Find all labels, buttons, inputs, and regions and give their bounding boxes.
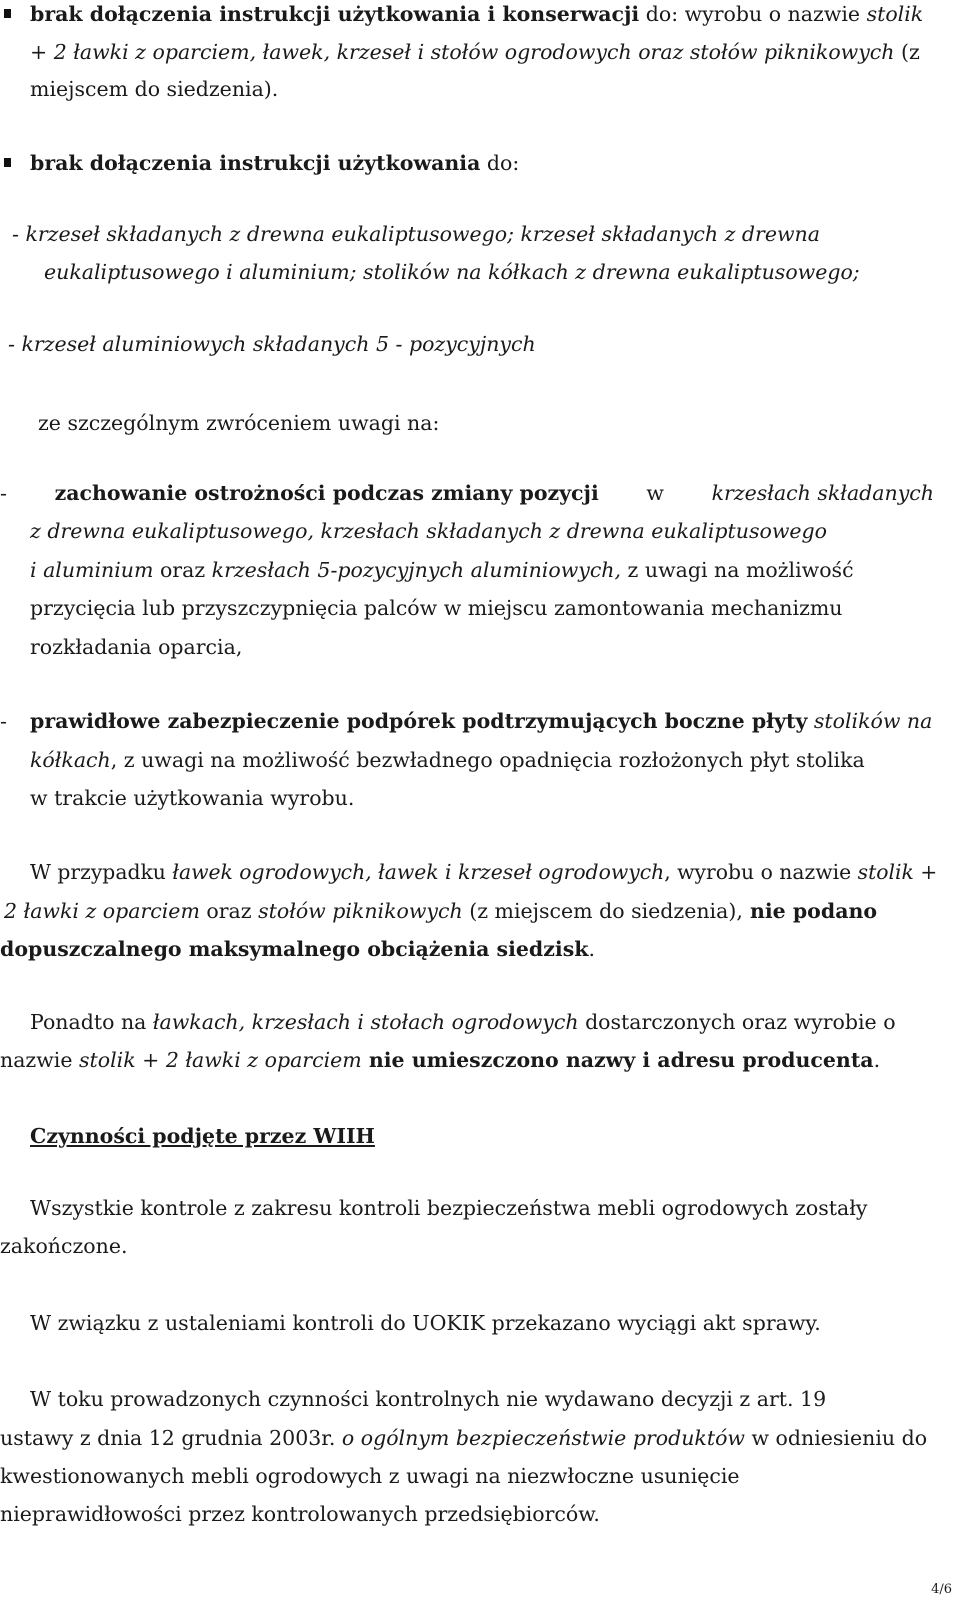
- para7-text: w odniesieniu do: [744, 1426, 928, 1450]
- point1-line3-italic2: krzesłach 5-pozycyjnych aluminiowych,: [211, 558, 622, 582]
- para3-italic: stołów piknikowych: [258, 899, 463, 923]
- attention-line: ze szczególnym zwróceniem uwagi na:: [38, 411, 440, 435]
- bullet1-line2-italic: + 2 ławki z oparciem, ławek, krzeseł i stołów ogrodowych oraz stołów piknikowych: [30, 40, 895, 64]
- dash-item1-line2: eukaliptusowego i aluminium; stolików na kółkach z drewna eukaliptusowego;: [44, 260, 860, 284]
- bullet1-line2: [30, 38, 920, 66]
- point1-line4: przycięcia lub przyszczypnięcia palców w miejscu zamontowania mechanizmu: [30, 596, 843, 620]
- para3-text: +: [913, 860, 938, 884]
- point1-bold: zachowanie ostrożności podczas zmiany pozycji: [54, 481, 599, 505]
- page-number: 4/6: [931, 1582, 952, 1597]
- para7-italic: o ogólnym bezpieczeństwie produktów: [341, 1426, 745, 1450]
- bullet1-italic: stolik: [866, 2, 924, 26]
- point1-line3-italic1: i aluminium: [30, 558, 154, 582]
- bullet2-bold: brak dołączenia instrukcji użytkowania: [30, 151, 481, 175]
- point1-dash: -: [0, 481, 7, 505]
- point2-line2: [30, 746, 865, 774]
- point2-line2-rest: , z uwagi na możliwość bezwładnego opadnięcia rozłożonych płyt stolika: [110, 748, 865, 772]
- point2-line3: w trakcie użytkowania wyrobu.: [30, 786, 355, 810]
- para4-italic: stolik + 2 ławki z oparciem: [78, 1048, 362, 1072]
- para3-text: oraz: [199, 899, 259, 923]
- point1-line1: [0, 479, 934, 507]
- para4-italic: ławkach, krzesłach i stołach ogrodowych: [152, 1010, 579, 1034]
- para5-line1: Wszystkie kontrole z zakresu kontroli bezpieczeństwa mebli ogrodowych zostały: [30, 1196, 868, 1220]
- para6-line: W związku z ustaleniami kontroli do UOKIK przekazano wyciągi akt sprawy.: [30, 1311, 821, 1335]
- para4-line1: [30, 1008, 896, 1036]
- bullet2-line: [30, 149, 519, 177]
- bullet1-line3: miejscem do siedzenia).: [30, 77, 279, 101]
- bullet-square-icon: [4, 158, 11, 167]
- point1-italic: krzesłach składanych: [711, 481, 934, 505]
- point1-line5: rozkładania oparcia,: [30, 635, 243, 659]
- para5-line2: zakończone.: [0, 1234, 128, 1258]
- para3-text: (z miejscem do siedzenia),: [462, 899, 743, 923]
- dash-item1-line1: - krzeseł składanych z drewna eukaliptusowego; krzeseł składanych z drewna: [12, 222, 820, 246]
- point2-italic: stolików na: [807, 709, 933, 733]
- para7-line2: [0, 1424, 927, 1452]
- para3-italic: 2 ławki z oparciem: [4, 899, 200, 923]
- point2-dash: -: [0, 709, 7, 733]
- point2-line2-italic: kółkach: [30, 748, 111, 772]
- bullet1-rest: do: wyrobu o nazwie: [639, 2, 867, 26]
- point1-line2: z drewna eukaliptusowego, krzesłach składanych z drewna eukaliptusowego: [30, 519, 827, 543]
- para3-bold: dopuszczalnego maksymalnego obciążenia siedzisk: [0, 937, 589, 961]
- para3-line3: [0, 935, 595, 963]
- point1-line3-rest: z uwagi na możliwość: [621, 558, 854, 582]
- para7-line1: W toku prowadzonych czynności kontrolnych nie wydawano decyzji z art. 19: [30, 1387, 827, 1411]
- para4-text: Ponadto na: [30, 1010, 153, 1034]
- section-heading: Czynności podjęte przez WIIH: [30, 1124, 375, 1148]
- point1-w: w: [646, 481, 664, 505]
- para3-italic: ławek ogrodowych, ławek i krzeseł ogrodowych: [172, 860, 665, 884]
- bullet1-line1: [30, 0, 923, 28]
- para4-text: nazwie: [0, 1048, 79, 1072]
- bullet-square-icon: [4, 9, 11, 18]
- para7-text: ustawy z dnia 12 grudnia 2003r.: [0, 1426, 342, 1450]
- bullet2-rest: do:: [480, 151, 520, 175]
- para3-text: W przypadku: [30, 860, 173, 884]
- para3-line2: [4, 897, 877, 925]
- para3-italic: stolik: [857, 860, 914, 884]
- point2-bold: prawidłowe zabezpieczenie podpórek podtrzymujących boczne płyty: [30, 709, 808, 733]
- dash-item2: - krzeseł aluminiowych składanych 5 - pozycyjnych: [8, 332, 536, 356]
- bullet1-bold: brak dołączenia instrukcji użytkowania i konserwacji: [30, 2, 640, 26]
- bullet1-line2-rest: (z: [894, 40, 920, 64]
- para3-bold: nie podano: [742, 899, 878, 923]
- para4-text: .: [873, 1048, 881, 1072]
- para7-line4: nieprawidłowości przez kontrolowanych przedsiębiorców.: [0, 1502, 600, 1526]
- para7-line3: kwestionowanych mebli ogrodowych z uwagi na niezwłoczne usunięcie: [0, 1464, 740, 1488]
- para4-bold: nie umieszczono nazwy i adresu producenta: [361, 1048, 874, 1072]
- point1-line3-mid: oraz: [153, 558, 212, 582]
- para3-line1: [30, 858, 937, 886]
- para4-line2: [0, 1046, 880, 1074]
- point2-line1: [0, 707, 932, 735]
- para3-text: .: [588, 937, 595, 961]
- para3-text: , wyrobu o nazwie: [664, 860, 858, 884]
- para4-text: dostarczonych oraz wyrobie o: [578, 1010, 896, 1034]
- point1-line3: [30, 556, 854, 584]
